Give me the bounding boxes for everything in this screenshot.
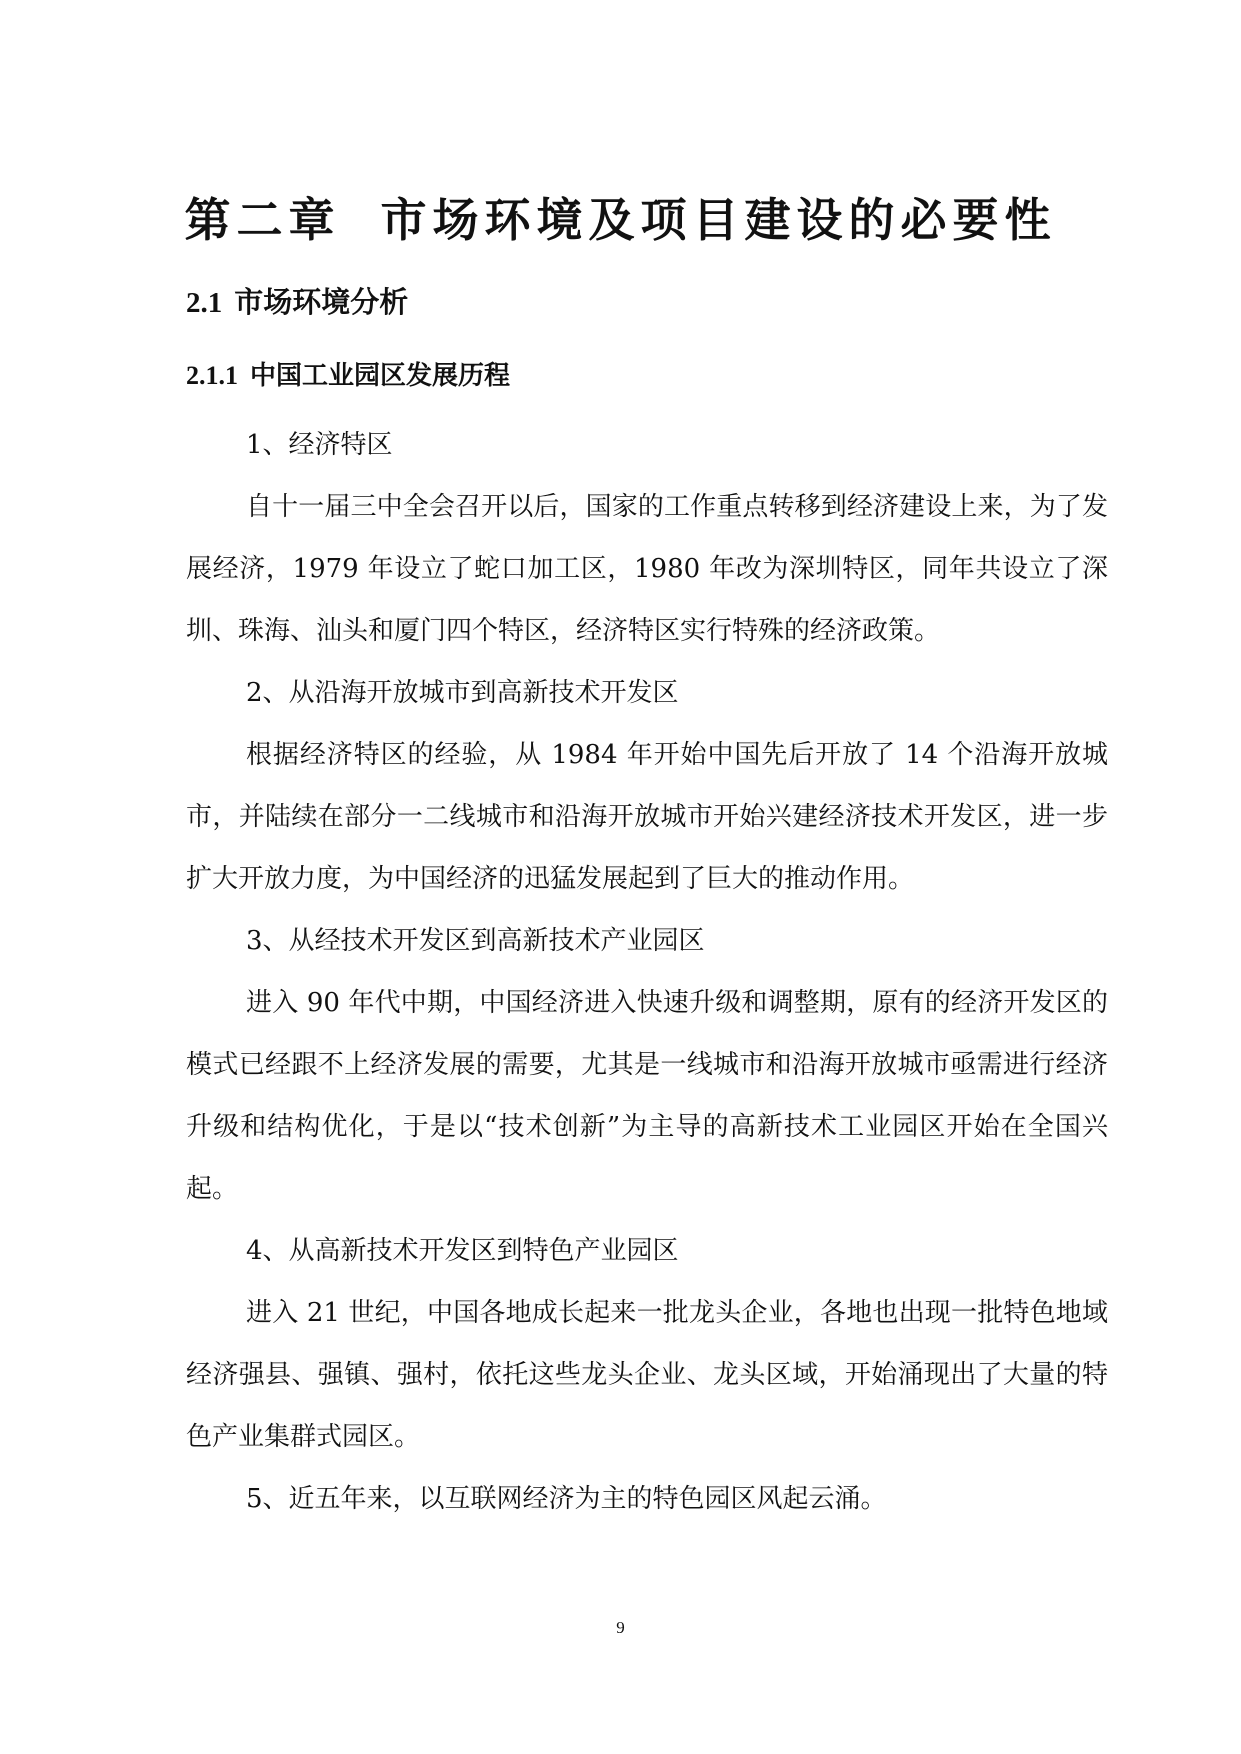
chapter-title <box>0 190 1241 250</box>
section-title: 市场环境分析 <box>234 285 409 319</box>
body-paragraph: 自十一届三中全会召开以后，国家的工作重点转移到经济建设上来，为了发展经济，1979 年设立了蛇口加工区，1980 年改为深圳特区，同年共设立了深圳、珠海、汕头和厦门四个特区，经济特区实行特殊的经济政策。 <box>186 492 1108 646</box>
body-paragraph: 根据经济特区的经验，从 1984 年开始中国先后开放了 14 个沿海开放城市，并陆续在部分一二线城市和沿海开放城市开始兴建经济技术开发区，进一步扩大开放力度，为中国经济的迅猛发展起到了巨大的推动作用。 <box>186 740 1108 894</box>
subsection-title: 中国工业园区发展历程 <box>250 361 511 391</box>
list-item-heading: 2、从沿海开放城市到高新技术开发区 <box>246 678 679 708</box>
list-item-heading: 4、从高新技术开发区到特色产业园区 <box>246 1236 679 1266</box>
subsection-heading <box>186 358 510 394</box>
list-item-heading: 5、近五年来，以互联网经济为主的特色园区风起云涌。 <box>246 1484 887 1514</box>
chapter-label: 第二章 <box>184 193 341 247</box>
body-paragraph: 进入 21 世纪，中国各地成长起来一批龙头企业，各地也出现一批特色地域经济强县、强镇、强村，依托这些龙头企业、龙头区域，开始涌现出了大量的特色产业集群式园区。 <box>186 1298 1108 1452</box>
body-paragraph: 进入 90 年代中期，中国经济进入快速升级和调整期，原有的经济开发区的模式已经跟不上经济发展的需要，尤其是一线城市和沿海开放城市亟需进行经济升级和结构优化，于是以“技术创新”为主导的高新技术工业园区开始在全国兴起。 <box>186 988 1108 1204</box>
list-item-heading: 1、经济特区 <box>246 430 393 460</box>
chapter-title-text: 市场环境及项目建设的必要性 <box>380 193 1057 247</box>
list-item-heading: 3、从经技术开发区到高新技术产业园区 <box>246 926 705 956</box>
page-number: 9 <box>616 1618 625 1637</box>
subsection-number: 2.1.1 <box>186 361 238 390</box>
section-heading <box>186 282 408 323</box>
body-text <box>186 414 1108 1530</box>
section-number: 2.1 <box>186 287 223 319</box>
